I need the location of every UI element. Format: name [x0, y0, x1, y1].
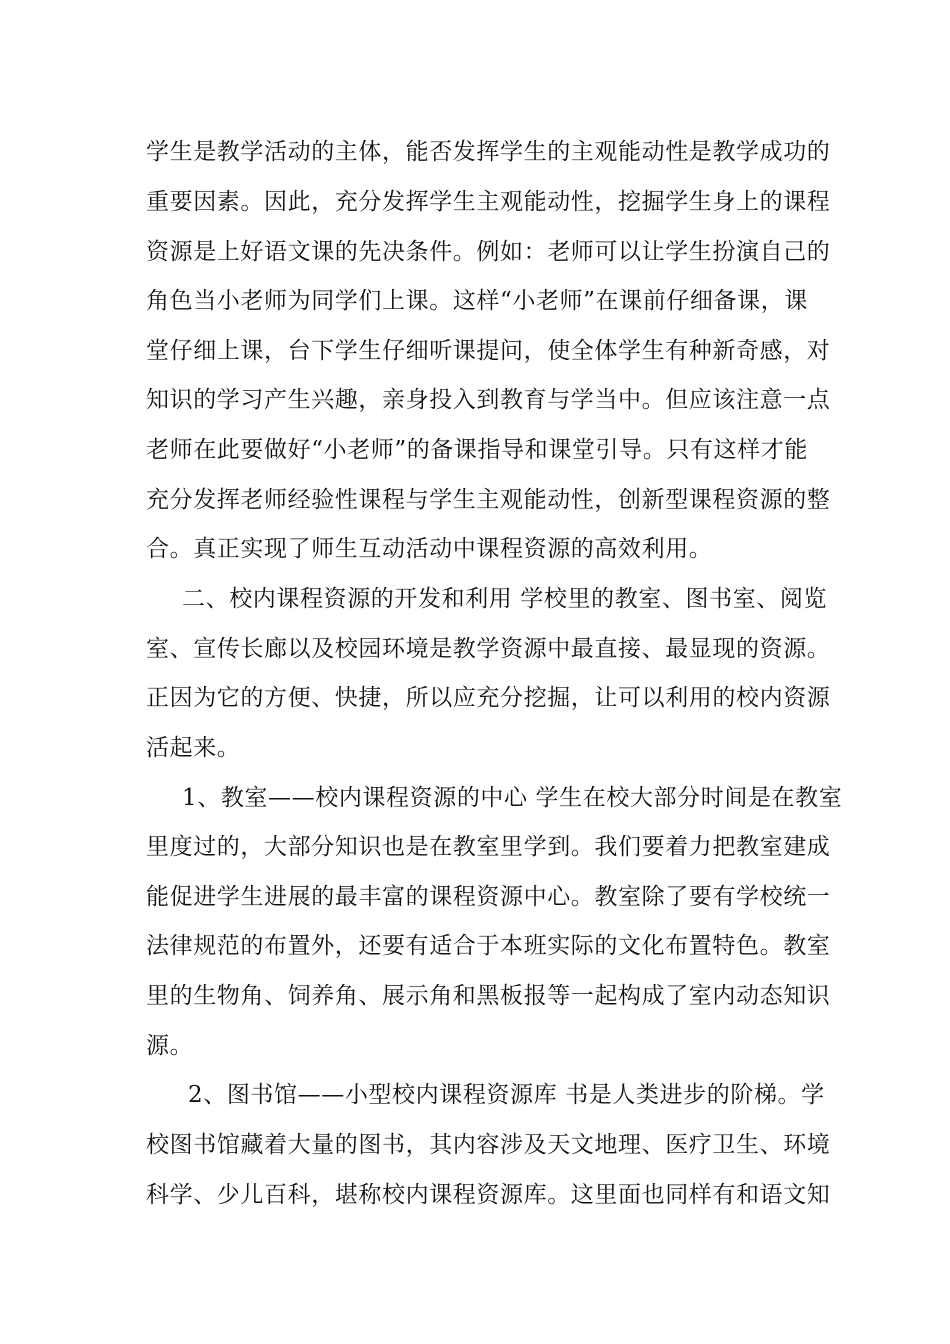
text-line: 堂仔细上课，台下学生仔细听课提问，使全体学生有种新奇感，对	[146, 338, 831, 364]
text-line: 源。	[146, 1033, 194, 1059]
text-line: 里的生物角、饲养角、展示角和黑板报等一起构成了室内动态知识	[146, 983, 831, 1009]
text-line: 充分发挥老师经验性课程与学生主观能动性，创新型课程资源的整	[146, 487, 831, 513]
subsection-heading-line: 2、图书馆——小型校内课程资源库 书是人类进步的阶梯。学	[188, 1082, 825, 1108]
text-line: 活起来。	[146, 735, 241, 761]
text-line: 能促进学生进展的最丰富的课程资源中心。教室除了要有学校统一	[146, 884, 831, 910]
text-line: 重要因素。因此，充分发挥学生主观能动性，挖掘学生身上的课程	[146, 189, 831, 215]
text-line: 学生是教学活动的主体，能否发挥学生的主观能动性是教学成功的	[146, 139, 831, 165]
text-line: 科学、少儿百科，堪称校内课程资源库。这里面也同样有和语文知	[146, 1182, 831, 1208]
text-line: 合。真正实现了师生互动活动中课程资源的高效利用。	[146, 536, 713, 562]
text-line: 室、宣传长廊以及校园环境是教学资源中最直接、最显现的资源。	[146, 636, 831, 662]
text-line: 校图书馆藏着大量的图书，其内容涉及天文地理、医疗卫生、环境	[146, 1132, 831, 1158]
text-line: 角色当小老师为同学们上课。这样“小老师”在课前仔细备课，课	[146, 288, 808, 314]
text-line: 里度过的，大部分知识也是在教室里学到。我们要着力把教室建成	[146, 834, 831, 860]
text-line: 资源是上好语文课的先决条件。例如：老师可以让学生扮演自己的	[146, 239, 831, 265]
text-line: 老师在此要做好“小老师”的备课指导和课堂引导。只有这样才能	[146, 437, 808, 463]
subsection-heading-line: 1、教室——校内课程资源的中心 学生在校大部分时间是在教室	[182, 785, 843, 811]
text-line: 知识的学习产生兴趣，亲身投入到教育与学当中。但应该注意一点	[146, 387, 831, 413]
text-line: 法律规范的布置外，还要有适合于本班实际的文化布置特色。教室	[146, 933, 831, 959]
section-heading-line: 二、校内课程资源的开发和利用 学校里的教室、图书室、阅览	[182, 586, 828, 612]
text-line: 正因为它的方便、快捷，所以应充分挖掘，让可以利用的校内资源	[146, 685, 831, 711]
